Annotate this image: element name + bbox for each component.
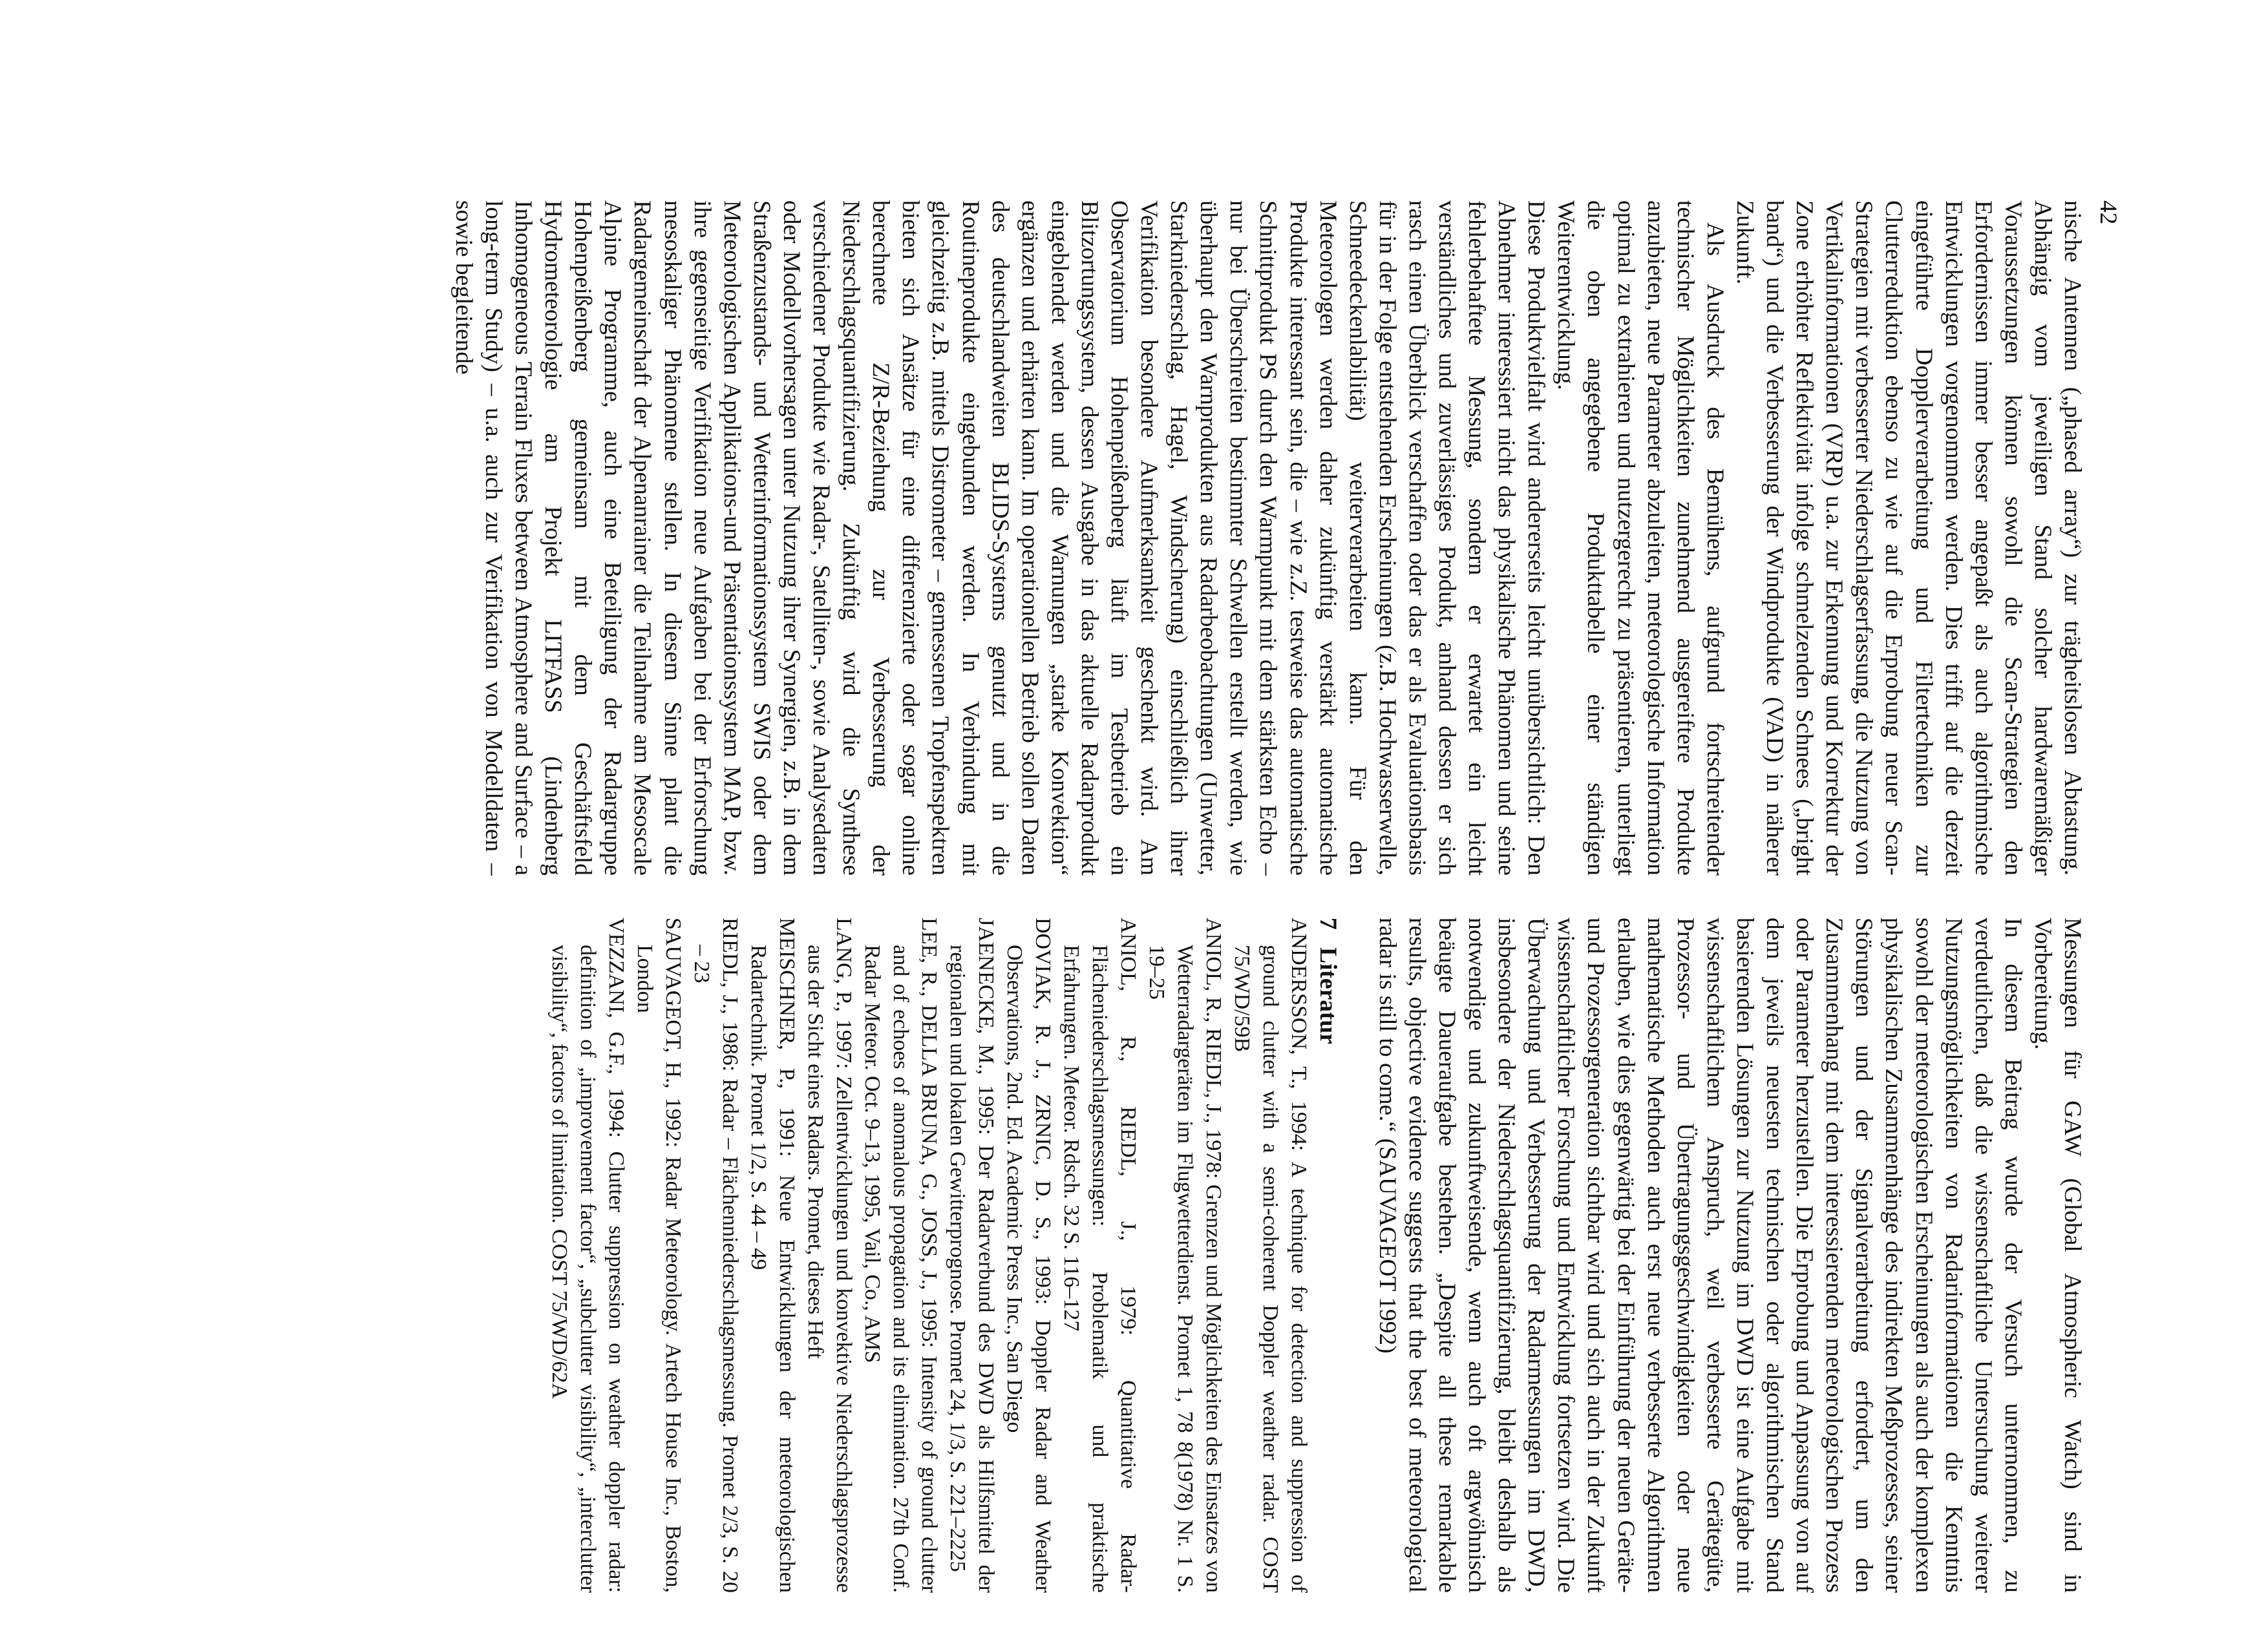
reference-item: RIEDL, J., 1986: Radar – Flächenniederschlagsmessung. Promet 2/3, S. 20 – 23 [689, 918, 742, 1593]
right-paragraph-2: In diesem Beitrag wurde der Versuch unternommen, zu verdeutlichen, daß die wissenschaftliche Untersuchung weiterer Nutzungsmöglichkeiten von Radarinformationen die Kenntnis sowohl der meteorologischen Erscheinungen als auch der komplexen physikalischen Zusammenhänge des indirekten Meßprozesses, seiner Störungen und der Signalverarbeitung erfordert, um den Zusammenhang mit dem interessierenden meteorologischen Prozess oder Parameter herzustellen. Die Erprobung und Anpassung von auf dem jeweils neuesten technischen oder algorithmischen Stand basierenden Lösungen zur Nutzung im DWD ist eine Aufgabe mit wissenschaftlichem Anspruch, weil verbesserte Gerätegüte, Prozessor- und Übertragungsgeschwindigkeiten oder neue mathematische Methoden auch erst neue verbesserte Algorithmen erlauben, wie dies gegenwärtig bei der Einführung der neuen Geräte- und Prozessorgeneration sichtbar wird und sich auch in der Zukunft wissenschaftlicher Forschung und Entwicklung fortsetzen wird. Die Überwachung und Verbesserung der Radarmessungen im DWD, insbesondere der Niederschlagsquantifizierung, bleibt deshalb als notwendige und zukunftweisende, wenn auch oft argwöhnisch beäugte Daueraufgabe bestehen. „Despite all these remarkable results, objective evidence suggests that the best of meteorological radar is still to come.“ (SAUVAGEOT 1992) [1373, 918, 2026, 1593]
left-paragraph-1: nische Antennen („phased array“) zur trägheitslosen Abtastung. Abhängig vom jeweiligen Stand solcher hardwaremäßiger Voraussetzungen können sowohl die Scan-Strategien den Erfordernissen immer besser angepaßt als auch algorithmische Entwicklungen vorgenommen werden. Dies trifft auf die derzeit eingeführte Dopplerverarbeitung und Filtertechniken zur Clutterreduktion ebenso zu wie auf die Erprobung neuer Scan-Strategien mit verbesserter Niederschlagserfassung, die Nutzung von Vertikalinformationen (VRP) u.a. zur Erkennung und Korrektur der Zone erhöhter Reflektivität infolge schmelzenden Schnees („bright band“) und die Verbesserung der Windprodukte (VAD) in näherer Zukunft. [1731, 200, 2086, 876]
reference-item: LEE, R., DELLA BRUNA, G., JOSS, J., 1995: Intensity of ground clutter and of echoes of anomalous propagation and its elimination. 27th Conf. Radar Meteor. Oct. 9–13, 1995, Vail, Co., AMS [860, 918, 941, 1593]
left-paragraph-3: Diese Produktvielfalt wird andererseits leicht unübersichtlich: Den Abnehmer interessiert nicht das physikalische Phänomen und seine fehlerbehaftete Messung, sondern er erwartet ein leicht verständliches und zuverlässiges Produkt, anhand dessen er sich rasch einen Überblick verschaffen oder das er als Evaluationsbasis für in der Folge entstehenden Erscheinungen (z.B. Hochwasserwelle, Schneedeckenlabilität) weiterverarbeiten kann. Für den Meteorologen werden daher zukünftig verstärkt automatische Produkte interessant sein, die – wie z.Z. testweise das automatische Schnittprodukt PS durch den Warmpunkt mit dem stärksten Echo – nur bei Überschreiten bestimmter Schwellen erstellt werden, wie überhaupt den Warnprodukten aus Radarbeobachtungen (Unwetter, Starkniederschlag, Hagel, Windscherung) einschließlich ihrer Verifikation besondere Aufmerksamkeit geschenkt wird. Am Observatorium Hohenpeißenberg läuft im Testbetrieb ein Blitzortungssystem, dessen Ausgabe in das aktuelle Radarprodukt eingeblendet werden und die Warnungen „starke Konvektion“ ergänzen und erhärten kann. Im operationellen Betrieb sollen Daten des deutschlandweiten BLIDS-Systems genutzt und in die Routineprodukte eingebunden werden. In Verbindung mit gleichzeitig z.B. mittels Distrometer – gemessenen Tropfenspektren bieten sich Ansätze für eine differenzierte oder sogar online berechnete Z/R-Beziehung zur Verbesserung der Niederschlagsquantifizierung. Zukünftig wird die Synthese verschiedener Produkte wie Radar-, Satelliten-, sowie Analysedaten oder Modellvorhersagen unter Nutzung ihrer Synergien, z.B. in dem Straßenzustands- und Wetterinformationssystem SWIS oder dem Meteorologischen Applikations-und Präsentationssystem MAP, bzw. ihre gegenseitige Verifikation neue Aufgaben bei der Erforschung mesoskaliger Phänomene stellen. In diesem Sinne plant die Radargemeinschaft der Alpenanrainer die Teilnahme am Mesoscale Alpine Programme, auch eine Beteiligung der Radargruppe Hohenpeißenberg gemeinsam mit dem Geschäftsfeld Hydrometeorologie am Projekt LITFASS (Lindenberg Inhomogeneous Terrain Fluxes between Atmosphere and Surface – a long-term Study) – u.a. auch zur Verifikation von Modelldaten – sowie begleitende [450, 200, 1550, 876]
section-title: Literatur [1314, 947, 1341, 1044]
right-column [545, 918, 2087, 1593]
reference-item: ANIOL, R., RIEDL, J., 1979: Quantitative Radar-Flächeniederschlagsmessungen: Problematik und praktische Erfahrungen. Meteor. Rdsch. 32 S. 116–127 [1059, 918, 1140, 1593]
reference-item: DOVIAK, R. J., ZRNIC, D. S., 1993: Doppler Radar and Weather Observations, 2nd. Ed. Academic Press Inc., San Diego [1002, 918, 1055, 1593]
page-number: 42 [2095, 200, 2121, 225]
left-paragraph-2: Als Ausdruck des Bemühens, aufgrund fortschreitender technischer Möglichkeiten zunehmend ausgereiftere Produkte anzubieten, neue Parameter abzuleiten, meteorologische Information optimal zu extrahieren und nutzergerecht zu präsentieren, unterliegt die oben angegebene Produkttabelle einer ständigen Weiterentwicklung. [1553, 200, 1728, 876]
section-heading [1313, 918, 1342, 1593]
section-number: 7 [1314, 918, 1341, 930]
reference-item: MEISCHNER, P., 1991: Neue Entwicklungen der meteorologischen Radartechnik. Promet 1/2, S. 44 – 49 [746, 918, 799, 1593]
right-paragraph-1: Messungen für GAW (Global Atmospheric Watch) sind in Vorbereitung. [2029, 918, 2086, 1593]
reference-item: LANG, P., 1997: Zellentwicklungen und konvektive Niederschlagsprozesse aus der Sicht eines Radars. Promet, dieses Heft [803, 918, 856, 1593]
section-gap [1342, 918, 1372, 1593]
reference-item: ANDERSSON, T., 1994: A technique for detection and suppression of ground clutter with a semi-coherent Doppler weather radar. COST 75/WD/59B [1229, 918, 1311, 1593]
reference-item: ANIOL, R., RIEDL, J., 1978: Grenzen und Möglichkeiten des Einsatzes von Wetterradargeräten im Flugwetterdienst. Promet 1, 78 8(1978) Nr. 1 S. 19–25 [1144, 918, 1225, 1593]
reference-list [545, 918, 1313, 1593]
reference-item: VEZZANI, G.F., 1994: Clutter suppression on weather doppler radar: definition of „improvement factor“, „subclutter visibility“, „interclutter visibility“, factors of limitation. COST 75/WD/62A [547, 918, 628, 1593]
reference-item: JAENECKE, M., 1995: Der Radarverbund des DWD als Hilfsmittel der regionalen und lokalen Gewitterprognose. Promet 24, 1/3, S. 221–2225 [945, 918, 998, 1593]
reference-item: SAUVAGEOT, H., 1992: Radar Meteorology. Artech House Inc., Boston, London [632, 918, 685, 1593]
left-column [449, 200, 2087, 876]
